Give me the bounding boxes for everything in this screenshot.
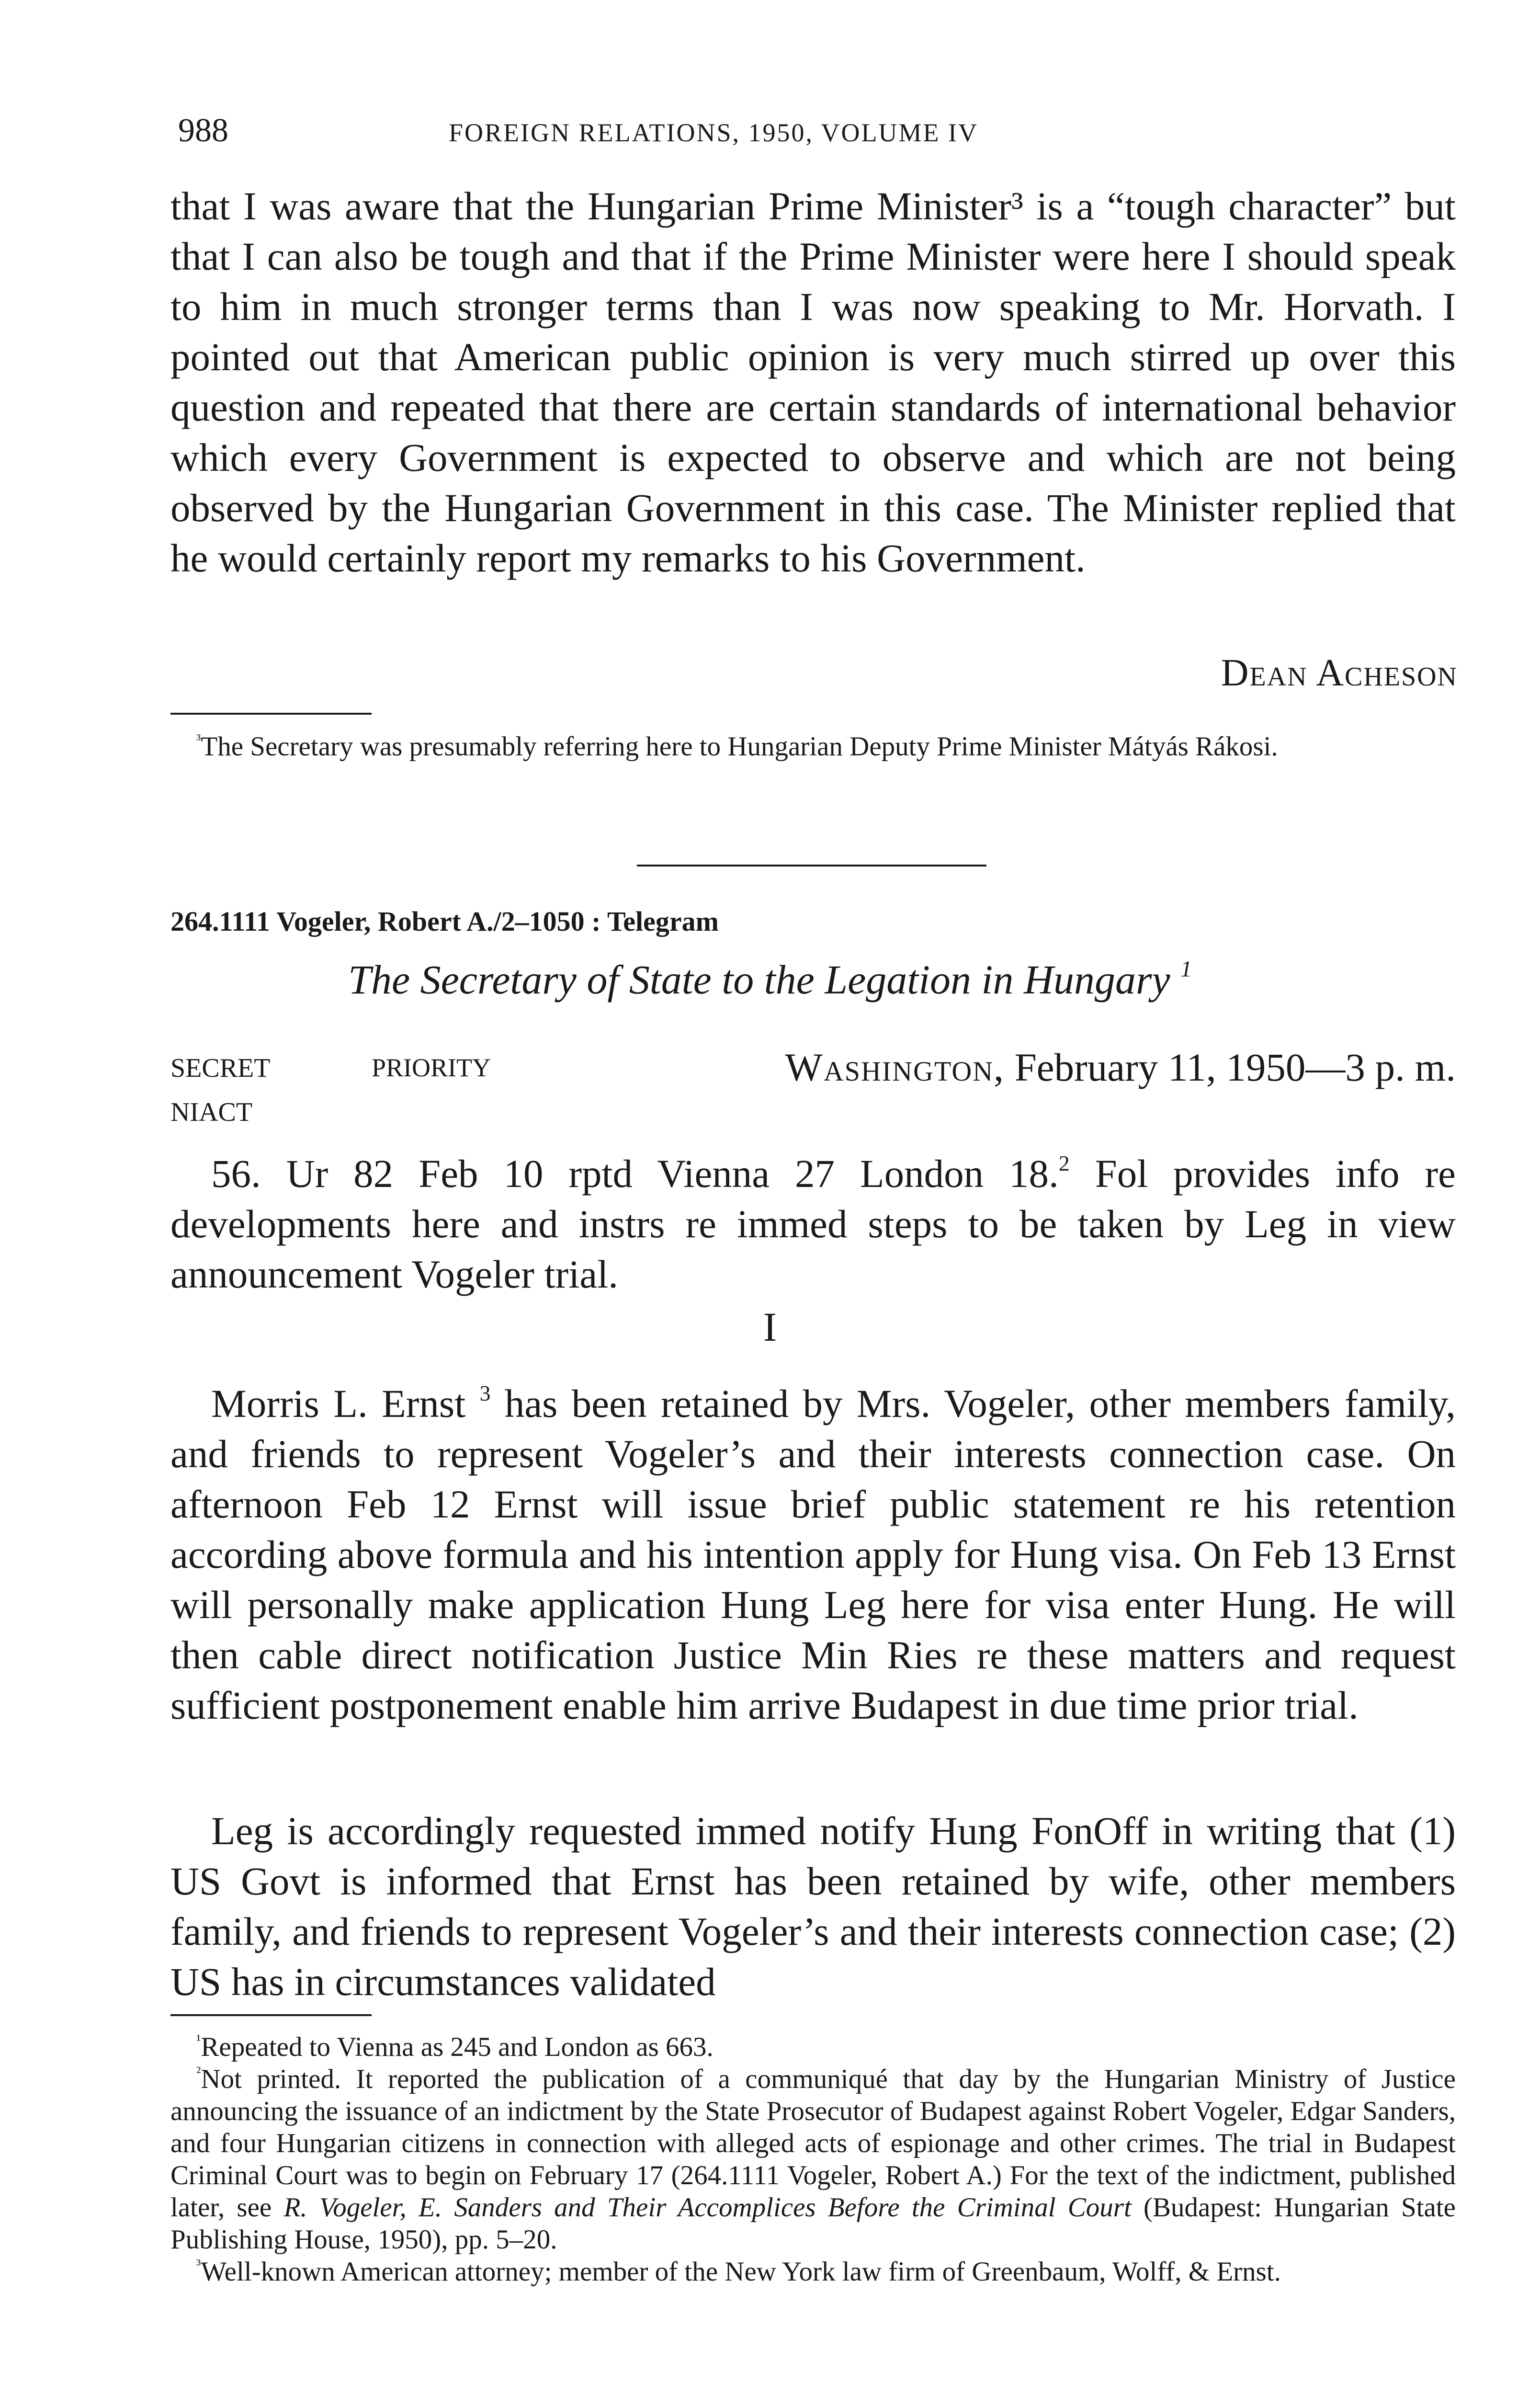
- continued-paragraph-text: that I was aware that the Hungarian Prime Minister³ is a “tough character” but that I can also be tough and that if the Prime Minister were here I should speak to him in much stronger terms than I was now speaking to Mr. Horvath. I pointed out that American public opinion is very much stirred up over this question and repeated that there are certain standards of international behavior which every Government is expected to observe and which are not being observed by the Hungarian Government in this case. The Minister replied that he would certainly report my remarks to his Government.: [170, 184, 1456, 580]
- footnote-2: [170, 2063, 1456, 2256]
- section-divider: [637, 865, 986, 867]
- signature: Dean Acheson: [1221, 652, 1458, 694]
- paragraph-56-lead: 56. Ur 82 Feb 10 rptd Vienna 27 London 18.: [211, 1152, 1059, 1196]
- paragraph-56: [170, 1149, 1456, 1300]
- classification-secret: SECRET: [170, 1053, 271, 1083]
- title-footnote-marker: 1: [1180, 957, 1192, 982]
- dateline-date: February 11, 1950—3 p. m.: [1014, 1045, 1456, 1089]
- paragraph-leg: [170, 1806, 1456, 2007]
- paragraph-leg-text: Leg is accordingly requested immed notify Hung FonOff in writing that (1) US Govt is informed that Ernst has been retained by wife, other members family, and friends to represent Vogeler’s and their interests connection case; (2) US has in circumstances validated: [170, 1809, 1456, 2004]
- footnote-top: [170, 730, 1456, 763]
- running-head: FOREIGN RELATIONS, 1950, VOLUME IV: [449, 118, 978, 147]
- footnote-1: [170, 2031, 1456, 2063]
- paragraph-ernst-note: 3: [479, 1380, 491, 1405]
- dateline-place: Washington,: [785, 1045, 1005, 1089]
- footnote-text: The Secretary was presumably referring here to Hungarian Deputy Prime Minister Mátyás Rákosi.: [201, 731, 1278, 762]
- footnotes-bottom: [170, 2031, 1456, 2288]
- footnote-rule-top: [170, 713, 372, 715]
- page-number: 988: [178, 112, 228, 149]
- footnote-marker: ³: [196, 730, 201, 748]
- classification-line: [170, 1044, 1456, 1092]
- section-numeral: I: [763, 1304, 777, 1350]
- paragraph-56-rest: Fol provides info re developments here and instrs re immed steps to be taken by Leg in view announcement Vogeler trial.: [170, 1152, 1456, 1296]
- document-title-text: The Secretary of State to the Legation in Hungary: [348, 957, 1170, 1003]
- footnote-rule-bottom: [170, 2014, 372, 2016]
- footnote-2-tail: (Budapest: Hungarian State Publishing House, 1950), pp. 5–20.: [170, 2192, 1456, 2255]
- footnote-3-text: Well-known American attorney; member of the New York law firm of Greenbaum, Wolff, & Ernst.: [201, 2257, 1281, 2287]
- footnote-1-text: Repeated to Vienna as 245 and London as 663.: [201, 2032, 713, 2062]
- paragraph-ernst-lead: Morris L. Ernst: [211, 1381, 466, 1426]
- dateline: [785, 1044, 1456, 1090]
- footnote-2-title: R. Vogeler, E. Sanders and Their Accomplices Before the Criminal Court: [283, 2192, 1132, 2223]
- footnote-2-text: Not printed. It reported the publication of a communiqué that day by the Hungarian Ministry of Justice announcing the issuance of an indictment by the State Prosecutor of Budapest against Robert Vogeler, Edgar Sanders, and four Hungarian citizens in connection with alleged acts of espionage and other crimes. The trial in Budapest Criminal Court was to begin on February 17 (264.1111 Vogeler, Robert A.) For the text of the indictment, published later, see: [170, 2064, 1456, 2223]
- classification-niact: NIACT: [170, 1097, 253, 1127]
- paragraph-56-note: 2: [1058, 1151, 1070, 1175]
- classification-priority: PRIORITY: [372, 1053, 491, 1082]
- page-header: [178, 109, 1414, 152]
- footnote-2-marker: ²: [196, 2063, 201, 2080]
- continued-paragraph: [170, 181, 1456, 583]
- paragraph-ernst: [170, 1379, 1456, 1731]
- footnote-3-marker: ³: [196, 2256, 201, 2273]
- footnote-3: [170, 2256, 1456, 2288]
- paragraph-ernst-rest: has been retained by Mrs. Vogeler, other members family, and friends to represent Vogeler’s and their interests connection case. On afternoon Feb 12 Ernst will issue brief public statement re his retention according above formula and his intention apply for Hung visa. On Feb 13 Ernst will personally make application Hung Leg here for visa enter Hung. He will then cable direct notification Justice Min Ries re these matters and request sufficient postponement enable him arrive Budapest in due time prior trial.: [170, 1381, 1456, 1727]
- document-title: [0, 956, 1540, 1004]
- file-reference: 264.1111 Vogeler, Robert A./2–1050 : Telegram: [170, 906, 719, 937]
- footnote-1-marker: ¹: [196, 2031, 201, 2048]
